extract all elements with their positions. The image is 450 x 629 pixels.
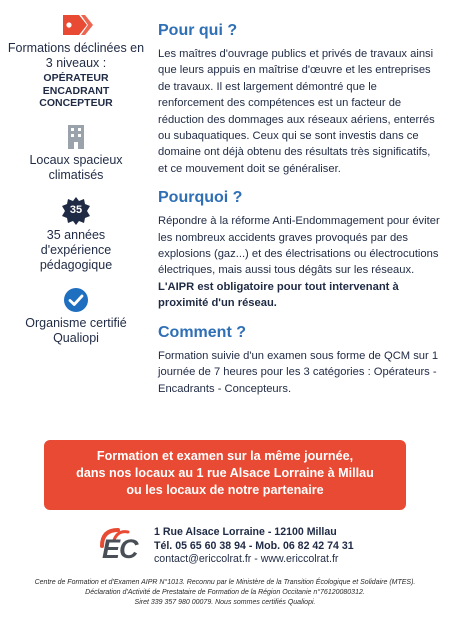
experience-text: 35 années d'expérience pédagogique	[39, 227, 113, 272]
level-concepteur: CONCEPTEUR	[39, 97, 113, 109]
contact-phones: Tél. 05 65 60 38 94 - Mob. 06 82 42 74 31	[154, 539, 354, 552]
main-content	[158, 22, 442, 397]
contact-email[interactable]: contact@ericcolrat.fr - www.ericcolrat.fr	[154, 553, 339, 565]
section-comment-body: Formation suivie d'un examen sous forme de QCM sur 1 journée de 7 heures pour les 3 catégories : Opérateurs - Encadrants - Concepteurs.	[158, 349, 439, 395]
section-pourquoi-body: Répondre à la réforme Anti-Endommagement pour éviter les nombreux accidents graves provoqués par des explosions (gaz...) et des électrisations ou électrocutions électriques, mais aussi tous dégâts sur les réseaux.	[158, 215, 440, 277]
feature-formations	[6, 12, 146, 110]
legal-line-3: Siret 339 357 980 00079. Nous sommes certifiés Qualiopi.	[134, 598, 316, 606]
legal-line-2: Déclaration d'Activité de Prestataire de Formation de la Région Occitanie n°76120080312.	[85, 588, 365, 596]
banner-line-1: Formation et examen sur la même journée,	[96, 449, 354, 463]
contact-details	[154, 526, 354, 567]
section-pour-qui-heading: Pour qui ?	[158, 22, 238, 39]
tag-icon	[57, 12, 95, 38]
locaux-text: Locaux spacieux climatisés	[29, 152, 123, 182]
logo-text: EC	[102, 534, 138, 564]
legal-notice	[18, 578, 432, 607]
legal-line-1: Centre de Formation et d'Examen AIPR N°1013. Reconnu par le Ministère de la Transition Écologique et Solidaire (MTES).	[34, 579, 416, 586]
years-badge-number: 35	[69, 203, 83, 216]
contact-address: 1 Rue Alsace Lorraine - 12100 Millau	[154, 526, 337, 538]
contact-block	[98, 522, 398, 566]
check-badge-icon	[63, 287, 89, 313]
section-comment-heading: Comment ?	[158, 323, 246, 341]
feature-certified	[6, 287, 146, 346]
features-sidebar	[6, 12, 146, 346]
certified-text: Organisme certifié Qualiopi	[25, 315, 127, 345]
section-pourquoi-heading: Pourquoi ?	[158, 189, 243, 207]
building-icon	[66, 124, 86, 150]
banner-line-3: ou les locaux de notre partenaire	[126, 483, 324, 497]
formations-title: Formations déclinées en 3 niveaux :	[7, 41, 145, 70]
feature-locaux	[6, 124, 146, 183]
level-encadrant: ENCADRANT	[42, 84, 110, 97]
section-pour-qui-body: Les maîtres d'ouvrage publics et privés de travaux ainsi que leurs appuis en maîtrise d'œuvre et les entreprises de travaux. Il est largement démontré que le renforcement des compétences est un facteur de réduction des dommages aux réseaux aériens, enterrés ou subaquatiques. Ceux qui se sont investis dans ce domaine ont déjà obtenu des résultats très significatifs, et ce mouvement doit se généraliser.	[158, 48, 435, 175]
section-pourquoi-emphasis: L'AIPR est obligatoire pour tout intervenant à proximité d'un réseau.	[158, 280, 399, 310]
years-badge	[62, 197, 90, 225]
feature-experience	[6, 197, 146, 273]
level-operateur: OPÉRATEUR	[43, 72, 109, 84]
company-logo	[98, 526, 148, 566]
banner-line-2: dans nos locaux au 1 rue Alsace Lorraine à Millau	[76, 466, 374, 480]
highlight-banner	[44, 440, 406, 510]
levels-list	[39, 72, 113, 110]
